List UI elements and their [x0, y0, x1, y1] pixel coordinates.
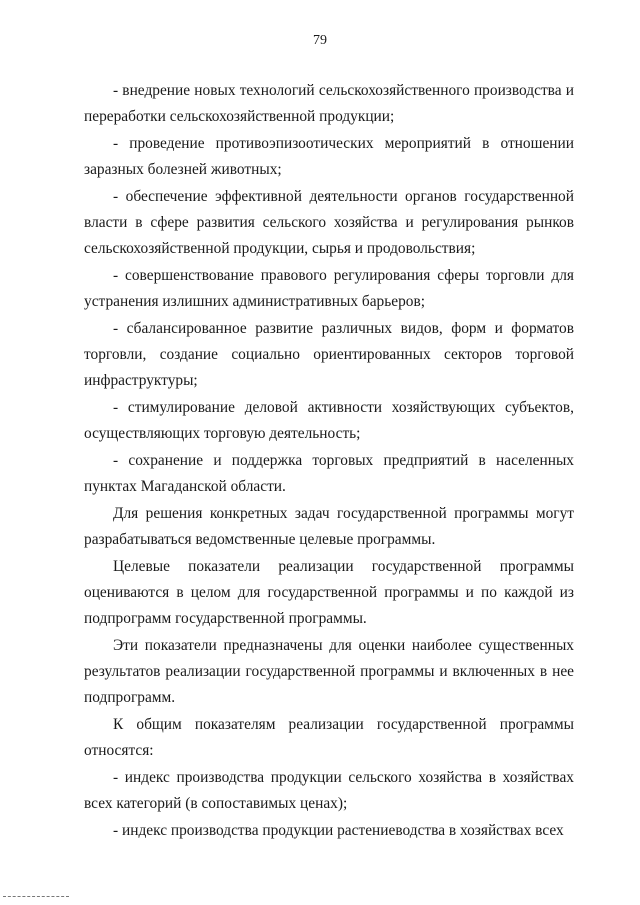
paragraph-trade-regulation: - совершенствование правового регулирования сферы торговли для устранения излишних административных барьеров; — [84, 267, 574, 310]
footer-divider — [3, 896, 69, 897]
page-number: 79 — [313, 33, 327, 48]
paragraph-business-activity: - стимулирование деловой активности хозяйствующих субъектов, осуществляющих торговую деятельность; — [84, 399, 574, 442]
paragraph-trade-enterprises: - сохранение и поддержка торговых предприятий в населенных пунктах Магаданской области. — [84, 452, 574, 495]
paragraph-state-authority-efficiency: - обеспечение эффективной деятельности органов государственной власти в сфере развития сельского хозяйства и регулирования рынков сельскохозяйственной продукции, сырья и продовольствия; — [84, 188, 574, 257]
paragraph-agri-production-index: - индекс производства продукции сельского хозяйства в хозяйствах всех категорий (в сопоставимых ценах); — [84, 769, 574, 812]
paragraph-departmental-programs: Для решения конкретных задач государственной программы могут разрабатываться ведомственные целевые программы. — [84, 505, 574, 548]
paragraph-crop-production-index: - индекс производства продукции растениеводства в хозяйствах всех — [113, 822, 564, 839]
paragraph-target-indicators: Целевые показатели реализации государственной программы оцениваются в целом для государственной программы и по каждой из подпрограмм государственной программы. — [84, 558, 574, 627]
paragraph-indicators-purpose: Эти показатели предназначены для оценки наиболее существенных результатов реализации государственной программы и включенных в нее подпрограмм. — [84, 637, 574, 706]
paragraph-general-indicators: К общим показателям реализации государственной программы относятся: — [84, 716, 574, 759]
paragraph-tech-introduction: - внедрение новых технологий сельскохозяйственного производства и переработки сельскохозяйственной продукции; — [84, 82, 574, 125]
paragraph-balanced-trade-development: - сбалансированное развитие различных видов, форм и форматов торговли, создание социально ориентированных секторов торговой инфраструктуры; — [84, 320, 574, 389]
paragraph-antiepizootic-measures: - проведение противоэпизоотических мероприятий в отношении заразных болезней животных; — [84, 135, 574, 178]
document-body — [84, 78, 574, 845]
